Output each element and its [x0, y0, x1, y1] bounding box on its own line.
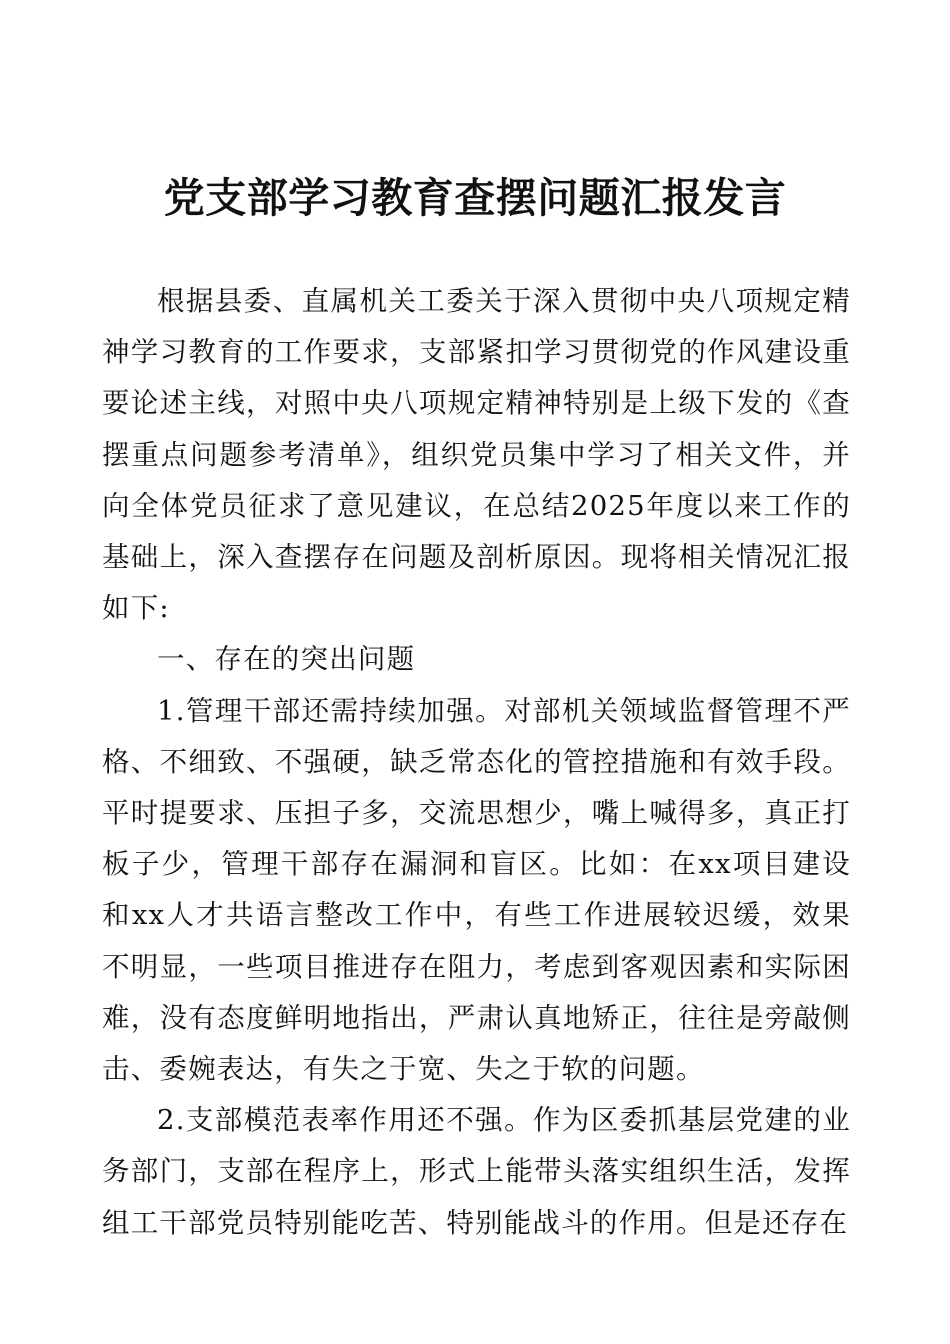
problem-paragraph-2: 2.支部模范表率作用还不强。作为区委抓基层党建的业务部门，支部在程序上，形式上能带头落实组织生活，发挥组工干部党员特别能吃苦、特别能战斗的作用。但是还存在 [102, 1104, 851, 1239]
section-heading: 一、存在的突出问题 [157, 643, 416, 676]
document-title: 党支部学习教育查摆问题汇报发言 [163, 174, 787, 222]
problem-paragraph-1: 1.管理干部还需持续加强。对部机关领域监督管理不严格、不细致、不强硬，缺乏常态化的管控措施和有效手段。平时提要求、压担子多，交流思想少，嘴上喊得多，真正打板子少，管理干部存在漏洞和盲区。比如：在xx项目建设和xx人才共语言整改工作中，有些工作进展较迟缓，效果不明显，一些项目推进存在阻力，考虑到客观因素和实际困难，没有态度鲜明地指出，严肃认真地矫正，往往是旁敲侧击、委婉表达，有失之于宽、失之于软的问题。 [102, 694, 851, 1086]
intro-paragraph: 根据县委、直属机关工委关于深入贯彻中央八项规定精神学习教育的工作要求，支部紧扣学习贯彻党的作风建设重要论述主线，对照中央八项规定精神特别是上级下发的《查摆重点问题参考清单》，组织党员集中学习了相关文件，并向全体党员征求了意见建议，在总结2025年度以来工作的基础上，深入查摆存在问题及剖析原因。现将相关情况汇报如下: [102, 285, 851, 625]
document-body [102, 276, 851, 1249]
